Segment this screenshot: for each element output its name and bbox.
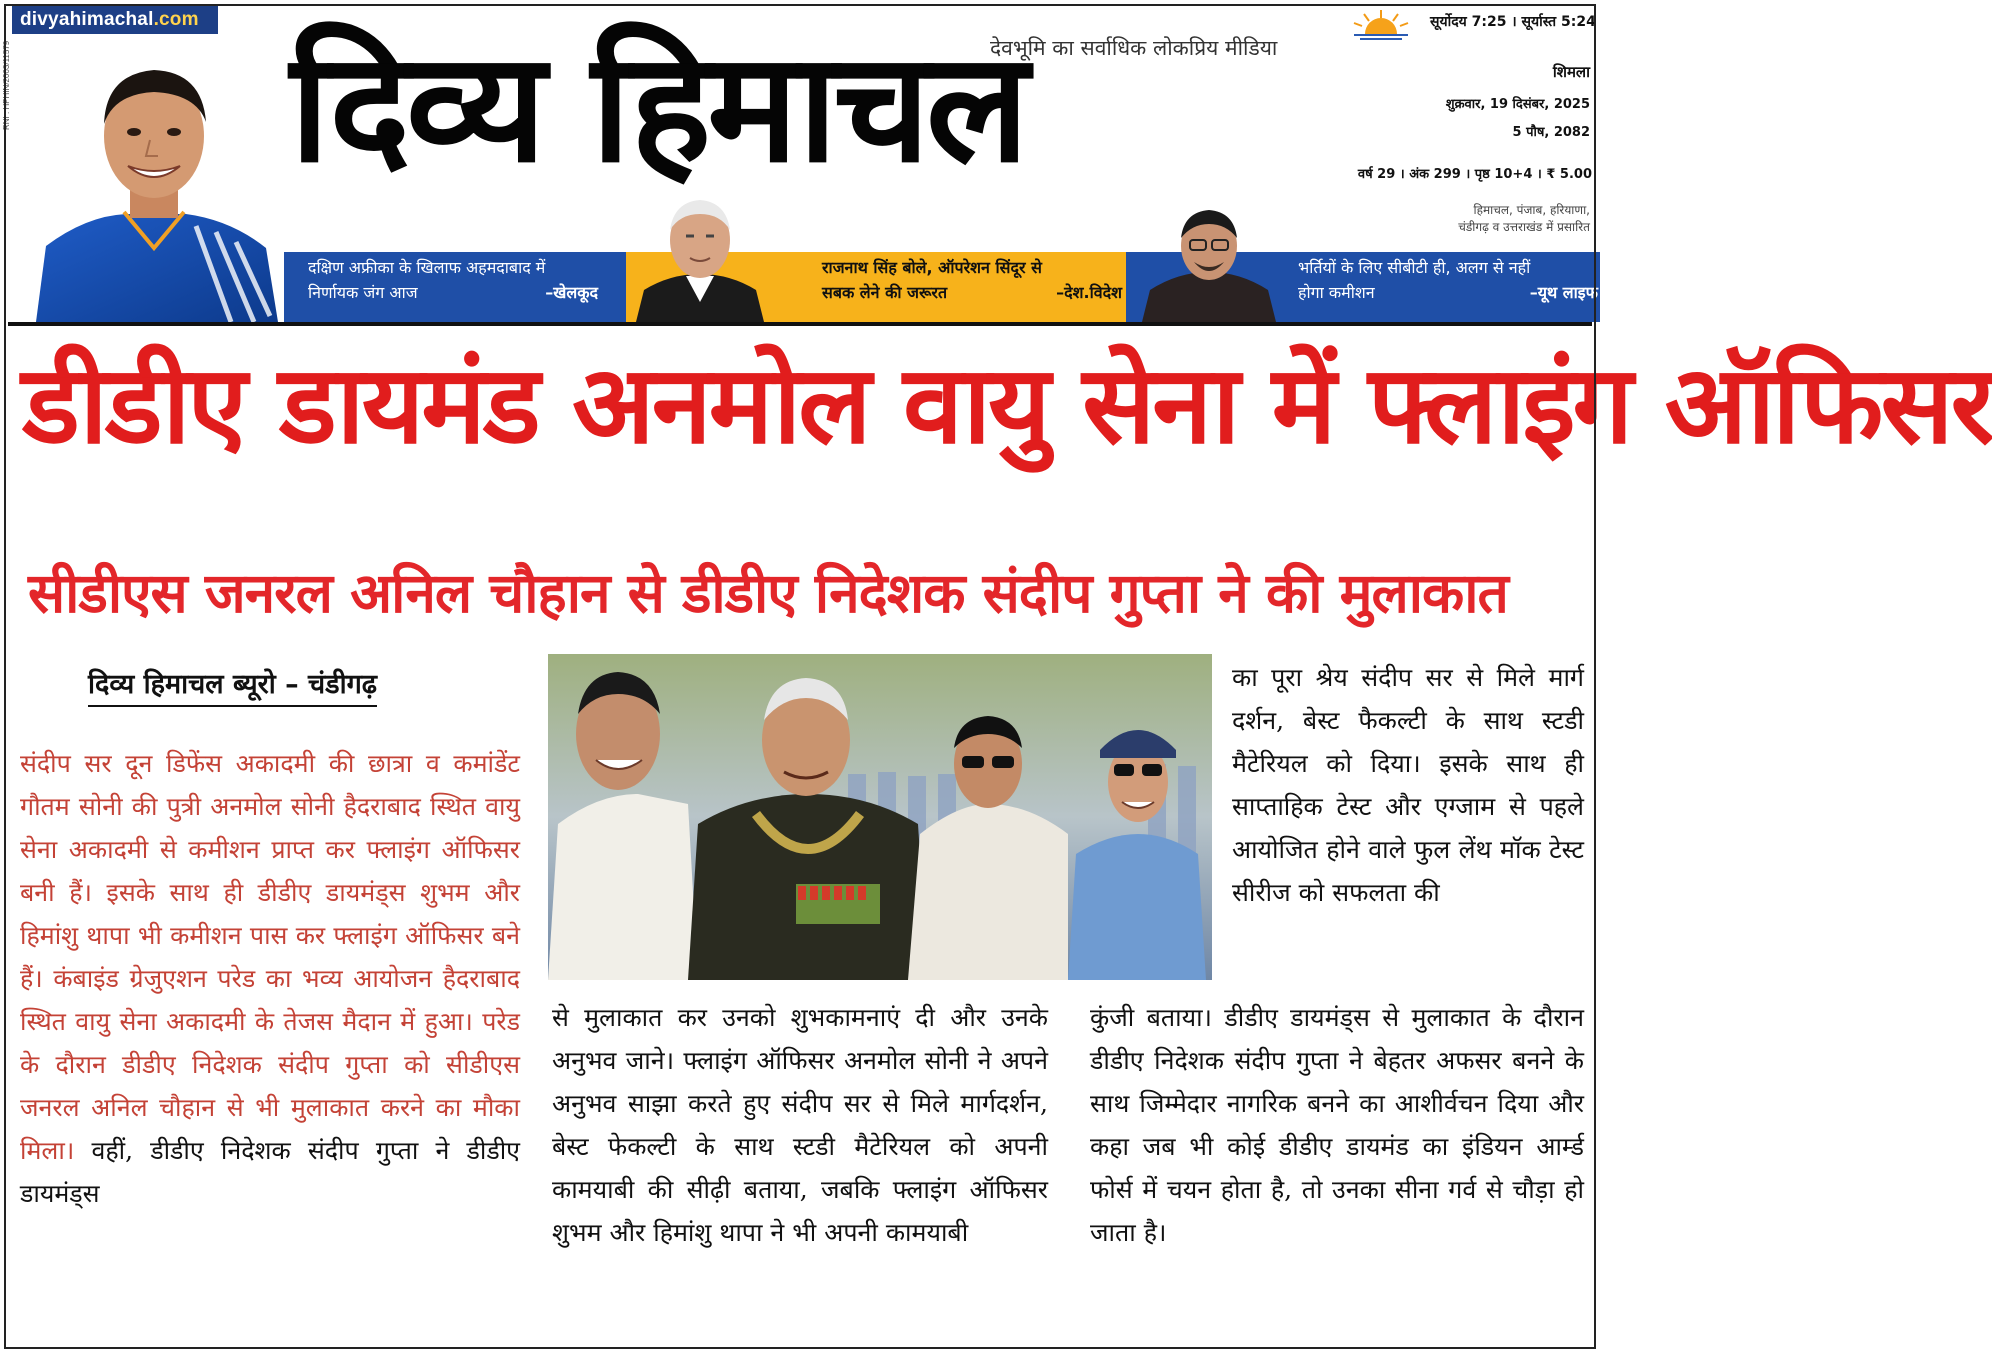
official-photo — [1138, 206, 1280, 322]
main-headline: डीडीए डायमंड अनमोल वायु सेना में फ्लाइंग ऑफिसर — [22, 343, 1992, 468]
article-column-1 — [20, 742, 520, 1215]
teaser-line: होगा कमीशन — [1298, 282, 1375, 302]
article-column-3-bottom: कुंजी बताया। डीडीए डायमंड्स से मुलाकात के दौरान डीडीए निदेशक संदीप गुप्ता ने बेहतर अफसर बनने के साथ जिम्मेदार नागरिक बनने का आशीर्वचन दिया और कहा जब भी कोई डीडीए डायमंड का इंडियन आर्म्ड फोर्स में चयन होता है, तो उनका सीना गर्व से चौड़ा हो जाता है। — [1090, 1003, 1584, 1247]
cricketer-photo — [26, 36, 284, 322]
site-url-badge — [12, 6, 218, 34]
newspaper-tagline: देवभूमि का सर्वाधिक लोकप्रिय मीडिया — [990, 36, 1278, 60]
teaser-row — [1298, 281, 1598, 306]
issue-info: वर्ष 29 । अंक 299 । पृष्ठ 10+4 । ₹ 5.00 — [1357, 167, 1592, 182]
byline: दिव्य हिमाचल ब्यूरो – चंडीगढ़ — [88, 664, 377, 707]
article-text-black: वहीं, डीडीए निदेशक संदीप गुप्ता ने डीडीए डायमंड्स — [20, 1136, 520, 1208]
masthead-divider — [8, 322, 1592, 326]
newspaper-name: दिव्य हिमाचल — [290, 19, 1026, 196]
teaser-section: –खेलकूद — [545, 282, 598, 302]
sub-headline: सीडीएस जनरल अनिल चौहान से डीडीए निदेशक संदीप गुप्ता ने की मुलाकात — [28, 561, 1508, 625]
rni-number: RNI : HPHIN/2003/11579 — [2, 40, 11, 130]
teaser-section: –यूथ लाइफ — [1529, 282, 1598, 302]
teaser-line: राजनाथ सिंह बोले, ऑपरेशन सिंदूर से — [822, 258, 1042, 277]
teaser-section: –देश.विदेश — [1056, 282, 1122, 302]
teaser-row — [822, 281, 1122, 306]
hindu-calendar-date: 5 पौष, 2082 — [1512, 125, 1590, 140]
article-text-red: संदीप सर दून डिफेंस अकादमी की छात्रा व कमांडेंट गौतम सोनी की पुत्री अनमोल सोनी हैदराबाद स्थित वायु सेना अकादमी से कमीशन प्राप्त कर फ्लाइंग ऑफिसर बनी हैं। इसके साथ ही डीडीए डायमंड्स शुभम और हिमांशु थापा भी कमीशन पास कर फ्लाइंग ऑफिसर बने हैं। कंबाइंड ग्रेजुएशन परेड का भव्य आयोजन हैदराबाद स्थित वायु सेना अकादमी के तेजस मैदान में हुआ। परेड के दौरान डीडीए निदेशक संदीप गुप्ता को सीडीएस जनरल अनिल चौहान से भी मुलाकात करने का मौका मिला। — [20, 749, 520, 1165]
teaser-line: भर्तियों के लिए सीबीटी ही, अलग से नहीं — [1298, 258, 1531, 277]
circulation-states-line: चंडीगढ़ व उत्तराखंड में प्रसारित — [1458, 220, 1590, 235]
teaser-line: दक्षिण अफ्रीका के खिलाफ अहमदाबाद में — [308, 258, 546, 277]
article-photo — [548, 654, 1212, 980]
sunrise-icon — [1350, 8, 1412, 44]
site-url-name: divyahimachal — [20, 9, 154, 30]
circulation-states-line: हिमाचल, पंजाब, हरियाणा, — [1473, 203, 1590, 217]
teaser-nation[interactable] — [822, 256, 1122, 306]
teaser-band-gap — [600, 252, 626, 322]
edition-city: शिमला — [1552, 63, 1590, 81]
teaser-row — [308, 281, 598, 306]
sunrise-sunset-time: सूर्योदय 7:25 । सूर्यास्त 5:24 — [1430, 14, 1596, 30]
circulation-states — [1458, 202, 1590, 237]
article-column-3-top: का पूरा श्रेय संदीप सर से मिले मार्ग दर्शन, बेस्ट फैकल्टी के साथ स्टडी मैटेरियल को दिया। इसके साथ ही साप्ताहिक टेस्ट और एग्जाम से पहले आयोजित होने वाले फुल लेंथ मॉक टेस्ट सीरीज को सफलता की — [1232, 663, 1584, 907]
article-column-2: से मुलाकात कर उनको शुभकामनाएं दी और उनके अनुभव जाने। फ्लाइंग ऑफिसर अनमोल सोनी ने अपने अनुभव साझा करते हुए संदीप सर से मिले मार्गदर्शन, बेस्ट फेकल्टी के साथ स्टडी मैटेरियल को अपनी कामयाबी की सीढ़ी बताया, जबकि फ्लाइंग ऑफिसर शुभम और हिमांशु थापा ने भी अपनी कामयाबी — [552, 1003, 1048, 1247]
teaser-sports[interactable] — [308, 256, 598, 306]
teaser-youth[interactable] — [1298, 256, 1598, 306]
rajnath-singh-photo — [630, 190, 770, 322]
teaser-line: निर्णायक जंग आज — [308, 282, 418, 302]
edition-date: शुक्रवार, 19 दिसंबर, 2025 — [1445, 97, 1590, 112]
teaser-line: सबक लेने की जरूरत — [822, 282, 948, 302]
site-url-tld: .com — [153, 9, 199, 30]
